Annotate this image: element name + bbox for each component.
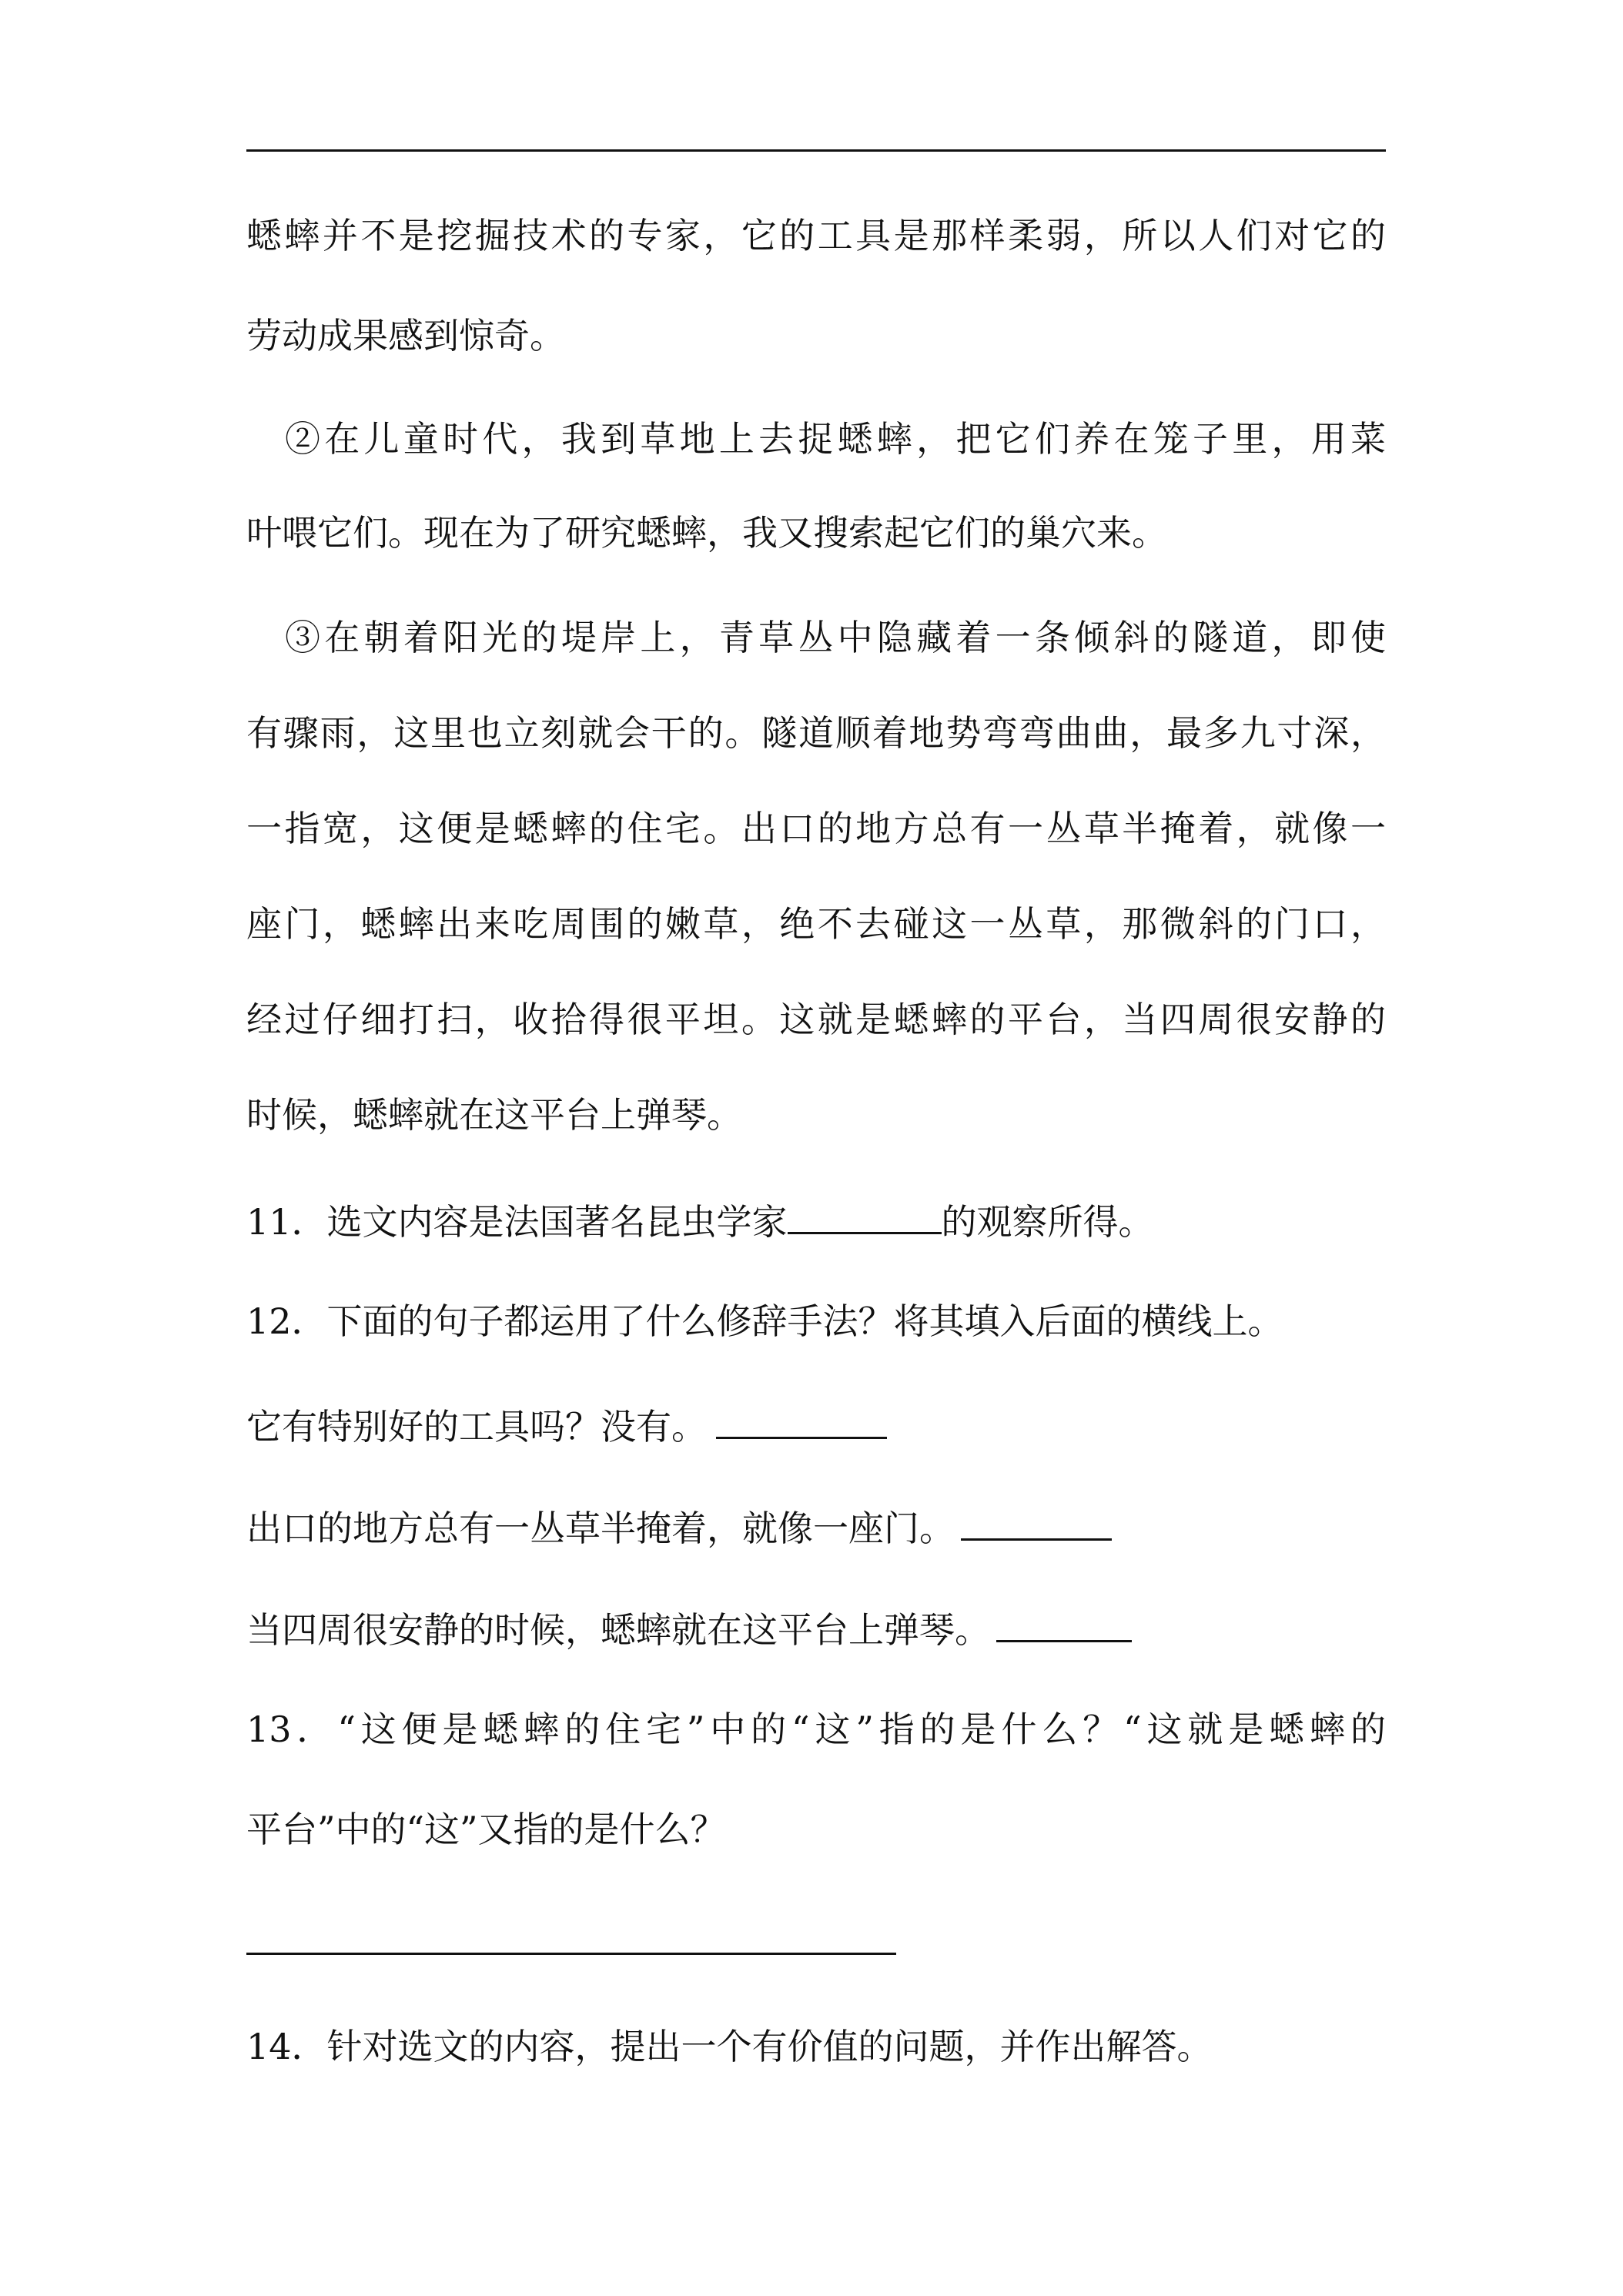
answer-blank-11[interactable] xyxy=(788,1195,942,1234)
answer-blank-12-3[interactable] xyxy=(996,1603,1132,1642)
passage-p1-line1: 蟋蟀并不是挖掘技术的专家，它的工具是那样柔弱，所以人们对它的 xyxy=(246,215,1386,256)
question-11-text-after: 的观察所得。 xyxy=(941,1201,1154,1243)
question-12-sentence-3 xyxy=(246,1603,1386,1653)
question-12-sentence-2-text: 出口的地方总有一丛草半掩着，就像一座门。 xyxy=(246,1508,955,1549)
passage-p2-line2: 叶喂它们。现在为了研究蟋蟀，我又搜索起它们的巢穴来。 xyxy=(246,512,1167,554)
passage-p3-line4: 座门，蟋蟀出来吃周围的嫩草，绝不去碰这一丛草，那微斜的门口， xyxy=(246,903,1386,945)
question-13-line2: 平台”中的“这”又指的是什么？ xyxy=(246,1809,726,1850)
question-12-sentence-1-text: 它有特别好的工具吗？没有。 xyxy=(246,1406,707,1448)
question-13-line1: 13．“这便是蟋蟀的住宅”中的“这”指的是什么？“这就是蟋蟀的 xyxy=(246,1709,1386,1750)
question-12-sentence-2 xyxy=(246,1501,1386,1551)
question-12-sentence-3-text: 当四周很安静的时候，蟋蟀就在这平台上弹琴。 xyxy=(246,1609,990,1651)
question-11-text-before: 11．选文内容是法国著名昆虫学家 xyxy=(246,1201,788,1243)
question-11 xyxy=(246,1195,1386,1245)
passage-p3-line1: ③在朝着阳光的堤岸上，青草丛中隐藏着一条倾斜的隧道，即使 xyxy=(285,617,1386,658)
passage-p3-line5: 经过仔细打扫，收拾得很平坦。这就是蟋蟀的平台，当四周很安静的 xyxy=(246,999,1386,1040)
passage-p3-line6: 时候，蟋蟀就在这平台上弹琴。 xyxy=(246,1094,742,1136)
passage-p2-line1: ②在儿童时代，我到草地上去捉蟋蟀，把它们养在笼子里，用菜 xyxy=(285,418,1386,460)
answer-blank-12-2[interactable] xyxy=(961,1501,1112,1541)
question-12: 12．下面的句子都运用了什么修辞手法？将其填入后面的横线上。 xyxy=(246,1300,1283,1342)
answer-blank-12-1[interactable] xyxy=(716,1400,887,1439)
question-14: 14．针对选文的内容，提出一个有价值的问题，并作出解答。 xyxy=(246,2026,1213,2067)
question-12-sentence-1 xyxy=(246,1400,1386,1450)
answer-line-13[interactable] xyxy=(246,1953,896,1955)
top-answer-line xyxy=(246,149,1386,152)
passage-p3-line2: 有骤雨，这里也立刻就会干的。隧道顺着地势弯弯曲曲，最多九寸深， xyxy=(246,712,1386,754)
passage-p1-line2: 劳动成果感到惊奇。 xyxy=(246,315,565,356)
passage-p3-line3: 一指宽，这便是蟋蟀的住宅。出口的地方总有一丛草半掩着，就像一 xyxy=(246,808,1386,849)
